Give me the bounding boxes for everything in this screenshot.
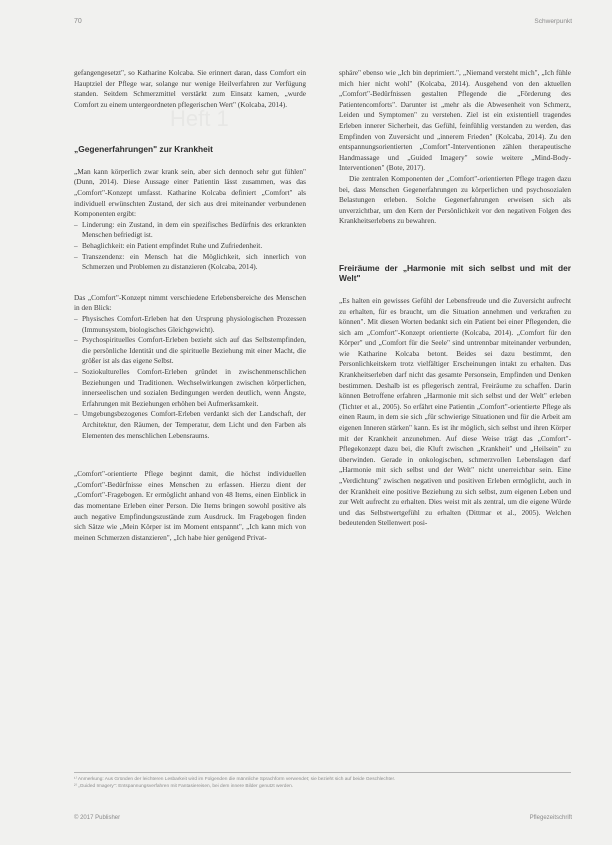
list-item: – Linderung: ein Zustand, in dem ein spezifisches Bedürfnis des erkrankten Menschen befriedigt ist. — [74, 220, 306, 241]
list-item: – Psychospirituelles Comfort-Erleben bezieht sich auf das Selbstempfinden, die persönliche Identität und die spirituelle Beziehung mit einer Macht, die größer ist als das eigene Selbst. — [74, 335, 306, 367]
running-title: Schwerpunkt — [534, 18, 572, 25]
section-heading: Freiräume der „Harmonie mit sich selbst und mit der Welt" — [339, 262, 571, 284]
list-item: – Umgebungsbezogenes Comfort-Erleben verdankt sich der Landschaft, der Architektur, den Räumen, der Temperatur, dem Licht und den Farben als Elementen des menschlichen Lebensraums. — [74, 409, 306, 441]
footnotes — [74, 772, 571, 790]
paragraph: „Man kann körperlich zwar krank sein, aber sich dennoch sehr gut fühlen" (Dunn, 2014). Diese Aussage einer Patientin lässt zusammen, was das „Comfort"-Konzept umfasst. Katharine Kolcaba definiert „Comfort" als individuell erwünschten Zustand, der sich aus drei miteinander verbundenen Komponenten ergibt: — [74, 166, 306, 219]
list-item: – Soziokulturelles Comfort-Erleben gründet in zwischenmenschlichen Beziehungen und Traditionen. Wechselwirkungen zwischen körperlichen, innerseelischen und sozialen Bedingungen werden deutlich, wenn Ängste, Erfahrungen mit Beziehungen erhöhen bei Aufmerksamkeit. — [74, 367, 306, 409]
list-item: – Transzendenz: ein Mensch hat die Möglichkeit, sich innerlich von Schmerzen und Problemen zu distanzieren (Kolcaba, 2014). — [74, 252, 306, 273]
paragraph: „Comfort"-orientierte Pflege beginnt damit, die höchst individuellen „Comfort"-Bedürfnisse eines Menschen zu erfassen. Hierzu dient der „Comfort"-Fragebogen. Er ermöglicht anhand von 48 Items, einen Einblick in das momentane Erleben einer Person. Die Items bringen sowohl positive als auch negative Empfindungszustände zum Ausdruck. Im Fragebogen finden sich Sätze wie „Mein Körper ist im Moment entspannt", „Ich kann mich von meinen Schmerzen distanzieren", „Ich habe hier genügend Privat- — [74, 469, 306, 542]
footer-left: © 2017 Publisher — [74, 815, 121, 821]
watermark-text: Heft 1 — [170, 106, 229, 132]
page-number: 70 — [74, 18, 82, 25]
paragraph: sphäre" ebenso wie „Ich bin deprimiert.", „Niemand versteht mich", „Ich fühle mich hier nicht wohl" (Kolcaba, 2014). Ausgehend von den aktuellen „Comfort"-Bedürfnissen gestalten Pflegende die „Förderung des Patientencomforts". Darunter ist „mehr als die Abwesenheit von Schmerz, Leiden und Symptomen" zu verstehen. Ziel ist ein existentiell tragendes Erleben innerer Sicherheit, das Gefühl, feinfühlig verstanden zu werden, das Empfinden von Zuversicht und „innerem Frieden" (Kolcaba, 2014). Zu den entspannungsorientierten „Comfort"-Interventionen zählen therapeutische Handmassage und „Guided Imagery" sowie weitere „Mind-Body-Interventionen" (Bote, 2017). — [339, 68, 571, 173]
list-item: – Behaglichkeit: ein Patient empfindet Ruhe und Zufriedenheit. — [74, 241, 306, 252]
section-heading: „Gegenerfahrungen" zur Krankheit — [74, 144, 213, 155]
bullet-list — [74, 220, 306, 273]
right-column — [339, 68, 571, 529]
paragraph: Das „Comfort"-Konzept nimmt verschiedene Erlebensbereiche des Menschen in den Blick: — [74, 292, 306, 313]
footnote: ²⁾ „Guided Imagery": Entspannungsverfahren mit Fantasiereisen, bei dem innere Bilder genutzt werden. — [74, 784, 294, 789]
paragraph: gefangengesetzt", so Katharine Kolcaba. Sie erinnert daran, dass Comfort ein Hauptziel der Pflege war, solange nur wenige Heilverfahren zur Verfügung standen. Seitdem Schmerzmittel verstärkt zum Einsatz kamen, „wurde Comfort zu einem untergeordneten pflegerischen Wert" (Kolcaba, 2014). — [74, 68, 306, 109]
paragraph: Die zentralen Komponenten der „Comfort"-orientierten Pflege tragen dazu bei, dass Menschen Gegenerfahrungen zu körperlichen und psychosozialen Belastungen erleben. Solche Gegenerfahrungen erweisen sich als unverzichtbar, um den Kern der Persönlichkeit vor den negativen Folgen des Krankheitserlebens zu bewahren. — [339, 173, 571, 226]
list-item: – Physisches Comfort-Erleben hat den Ursprung physiologischen Prozessen (Immunsystem, biologisches Gleichgewicht). — [74, 314, 306, 335]
paragraph: „Es halten ein gewisses Gefühl der Lebensfreude und die Zuversicht aufrecht zu erhalten, für es braucht, um die Situation annehmen und verkraften zu können". Mit diesen Worten bedankt sich ein Patient bei einer Pflegenden, die sich am „Comfort"-Konzept orientierte (Kolcaba, 2014). „Comfort für den Körper" und „Comfort für die Seele" sind untrennbar miteinander verbunden, wie Katharine Kolcaba betont. Beides sei dazu bestimmt, den Personlichkeitskern trotz vielfältiger Erscheinungen intakt zu erhalten. Das Krankheitserleben darf nicht das gesamte Personsein, Empfinden und Denken bestimmen. Deshalb ist es pflegerisch zentral, Freiräume zu schaffen. Darin können Betroffene erfahren „Harmonie mit sich selbst und der Welt" erleben (Tichter et al., 2005). So erfährt eine Patientin „Comfort"-orientierte Pflege als einen Raum, in dem sie sich „für schwierige Situationen und für die Arbeit am eigenen Inneren stärken" kann. Es ist ihr möglich, sich selbst und ihren Körper mit der Krankheit anzunehmen. Auf diese Weise trägt das „Comfort"-Pflegekonzept dazu bei, die Kluft zwischen „Krankheit" und „Heilsein" zu überwinden. Gerade in onkologischen, schmerzvollen Lebenslagen darf „Harmonie mit sich selbst und der Welt" nicht unerreichbar sein. Eine „Verdichtung" zwischen negativen und positiven Erleben ermöglicht, auch in der Krankheit eine positive Beziehung zu sich selbst, zum eigenen Leben und zur Welt aufrecht zu erhalten. Dies weist mit als zentral, um die eigene Würde und das Selbstwertgefühl zu erhalten (Dittmar et al., 2005). Welchen bedeutenden Stellenwert posi- — [339, 295, 571, 528]
left-column — [74, 68, 306, 543]
footnote: ¹⁾ Anmerkung: Aus Gründen der leichteren Lesbarkeit wird im Folgenden die männliche Sprachform verwendet; sie bezieht sich auf beide Geschlechter. — [74, 777, 396, 782]
bullet-list — [74, 314, 306, 441]
footer-right: Pflegezeitschrift — [529, 815, 572, 821]
